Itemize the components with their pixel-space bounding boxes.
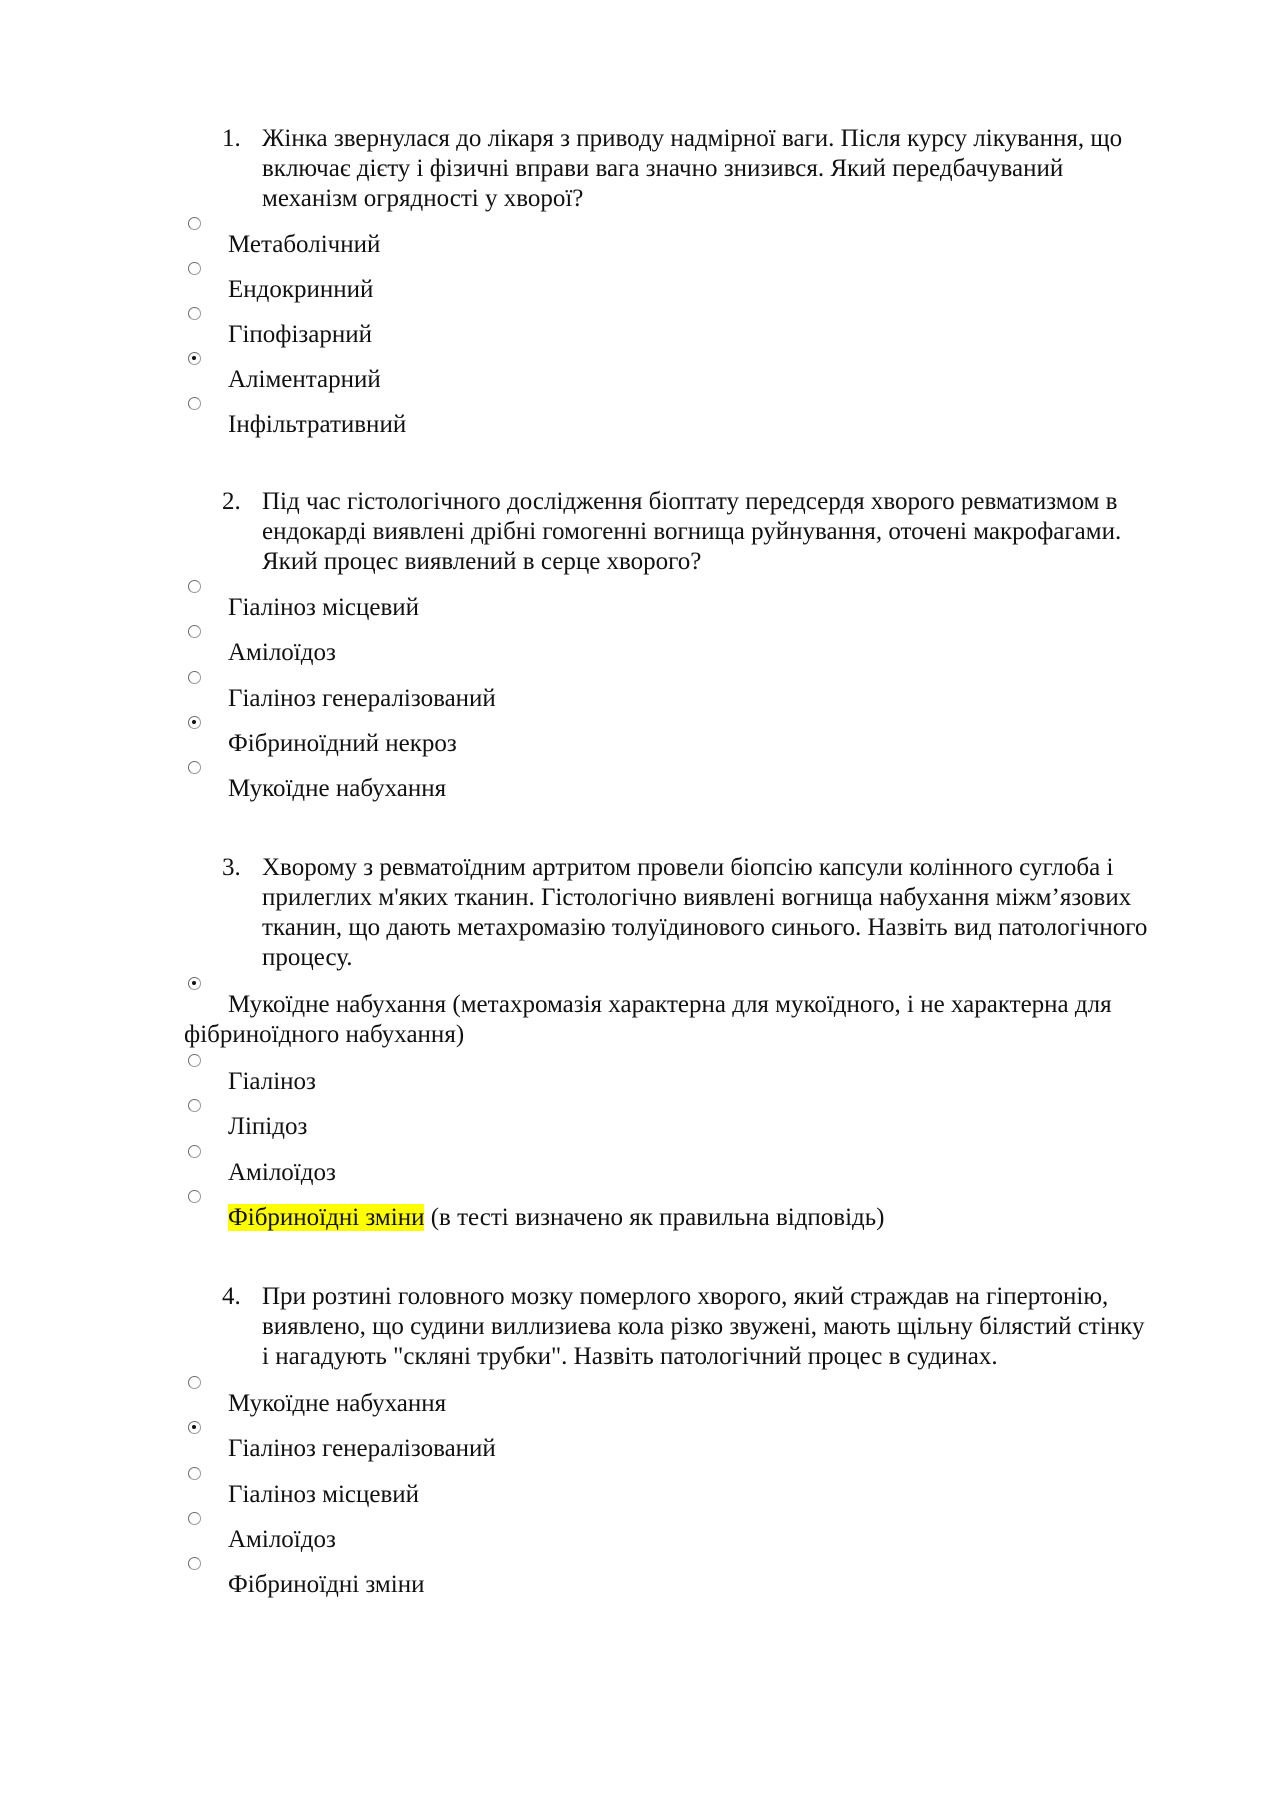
answer-option[interactable] xyxy=(184,320,1204,360)
option-label: Фібриноїдний некроз xyxy=(228,730,457,757)
option-label: Інфільтративний xyxy=(228,411,407,438)
radio-button[interactable] xyxy=(188,1376,201,1389)
answer-option[interactable] xyxy=(184,638,1204,678)
radio-button[interactable] xyxy=(188,307,201,320)
option-label: Мукоїдне набухання xyxy=(228,775,447,802)
radio-button[interactable] xyxy=(188,1145,201,1158)
answer-option[interactable] xyxy=(184,230,1204,270)
question-text xyxy=(262,487,1192,577)
radio-button[interactable] xyxy=(188,1512,201,1525)
question-line: включає дієту і фізичні вправи вага значно знизився. Який передбачуваний xyxy=(262,155,1064,182)
question-line: процесу. xyxy=(262,944,353,971)
option-label: Мукоїдне набухання xyxy=(228,1390,447,1417)
question-line: прилеглих м'яких тканин. Гістологічно виявлені вогнища набухання міжм’язових xyxy=(262,884,1132,911)
option-label: Метаболічний xyxy=(228,231,381,258)
question-text xyxy=(262,853,1192,973)
radio-button[interactable] xyxy=(188,580,201,593)
option-label: Гіаліноз місцевий xyxy=(228,594,420,621)
radio-button[interactable] xyxy=(188,1054,201,1067)
question-line: механізм огрядності у хворої? xyxy=(262,185,584,212)
question-line: При розтині головного мозку померлого хворого, який страждав на гіпертонію, xyxy=(262,1283,1109,1310)
option-label: Гіаліноз генералізований xyxy=(228,1435,496,1462)
option-label: Гіаліноз генералізований xyxy=(228,685,496,712)
highlighted-answer: Фібриноїдні зміни xyxy=(228,1204,425,1231)
option-label: Гіаліноз місцевий xyxy=(228,1481,420,1508)
option-label: Амілоїдоз xyxy=(228,1159,336,1186)
option-label: Ліпідоз xyxy=(228,1113,308,1140)
option-label xyxy=(228,1203,885,1233)
question-line: тканин, що дають метахромазію толуїдинового синього. Назвіть вид патологічного xyxy=(262,914,1148,941)
radio-button-checked[interactable] xyxy=(188,977,201,990)
radio-button-checked[interactable] xyxy=(188,1421,201,1434)
question-line: ендокарді виявлені дрібні гомогенні вогнища руйнування, оточені макрофагами. xyxy=(262,518,1122,545)
answer-option[interactable] xyxy=(184,365,1204,405)
question-line: виявлено, що судини виллизиева кола різко звужені, мають щільну білястий стінку xyxy=(262,1313,1145,1340)
option-label: Гіаліноз xyxy=(228,1068,316,1095)
option-label: Фібриноїдні зміни xyxy=(228,1571,425,1598)
question-line: Який процес виявлений в серце хворого? xyxy=(262,548,702,575)
option-label: Амілоїдоз xyxy=(228,639,336,666)
radio-button[interactable] xyxy=(188,1099,201,1112)
answer-option[interactable] xyxy=(184,1570,1204,1610)
answer-option[interactable] xyxy=(184,684,1204,724)
question-line: Жінка звернулася до лікаря з приводу надмірної ваги. Після курсу лікування, що xyxy=(262,125,1123,152)
option-label: Амілоїдоз xyxy=(228,1526,336,1553)
option-label: Ендокринний xyxy=(228,276,374,303)
radio-button[interactable] xyxy=(188,671,201,684)
radio-button[interactable] xyxy=(188,625,201,638)
answer-option[interactable] xyxy=(184,1434,1204,1474)
answer-option[interactable] xyxy=(184,1112,1204,1152)
radio-button[interactable] xyxy=(188,397,201,410)
answer-option[interactable] xyxy=(184,275,1204,315)
radio-button[interactable] xyxy=(188,1190,201,1203)
option-label: Гіпофізарний xyxy=(228,321,373,348)
question-line: і нагадують "скляні трубки". Назвіть патологічний процес в судинах. xyxy=(262,1343,998,1370)
radio-button[interactable] xyxy=(188,262,201,275)
answer-option[interactable] xyxy=(184,1389,1204,1429)
question-number: 3. xyxy=(222,854,241,881)
radio-button-checked[interactable] xyxy=(188,352,201,365)
answer-option[interactable] xyxy=(184,1203,1204,1243)
question-number: 1. xyxy=(222,125,241,152)
answer-note: (в тесті визначено як правильна відповідь) xyxy=(424,1204,885,1231)
answer-option[interactable] xyxy=(184,410,1204,450)
answer-option[interactable] xyxy=(184,1067,1204,1107)
question-text xyxy=(262,1282,1192,1372)
answer-option[interactable] xyxy=(184,774,1204,814)
option-label: Мукоїдне набухання (метахромазія характерна для мукоїдного, і не характерна для xyxy=(228,991,1112,1018)
answer-option[interactable] xyxy=(184,1158,1204,1198)
answer-option[interactable] xyxy=(184,593,1204,633)
question-text xyxy=(262,124,1192,214)
radio-button-checked[interactable] xyxy=(188,716,201,729)
answer-option[interactable] xyxy=(184,1480,1204,1520)
question-number: 4. xyxy=(222,1283,241,1310)
radio-button[interactable] xyxy=(188,217,201,230)
question-line: Хворому з ревматоїдним артритом провели біопсію капсули колінного суглоба і xyxy=(262,854,1114,881)
answer-option[interactable] xyxy=(184,729,1204,769)
answer-option[interactable] xyxy=(184,1525,1204,1565)
question-line: Під час гістологічного дослідження біоптату передсердя хворого ревматизмом в xyxy=(262,488,1118,515)
option-label-continuation: фібриноїдного набухання) xyxy=(184,1021,465,1048)
radio-button[interactable] xyxy=(188,1557,201,1570)
question-number: 2. xyxy=(222,488,241,515)
radio-button[interactable] xyxy=(188,1467,201,1480)
option-label: Аліментарний xyxy=(228,366,381,393)
radio-button[interactable] xyxy=(188,761,201,774)
